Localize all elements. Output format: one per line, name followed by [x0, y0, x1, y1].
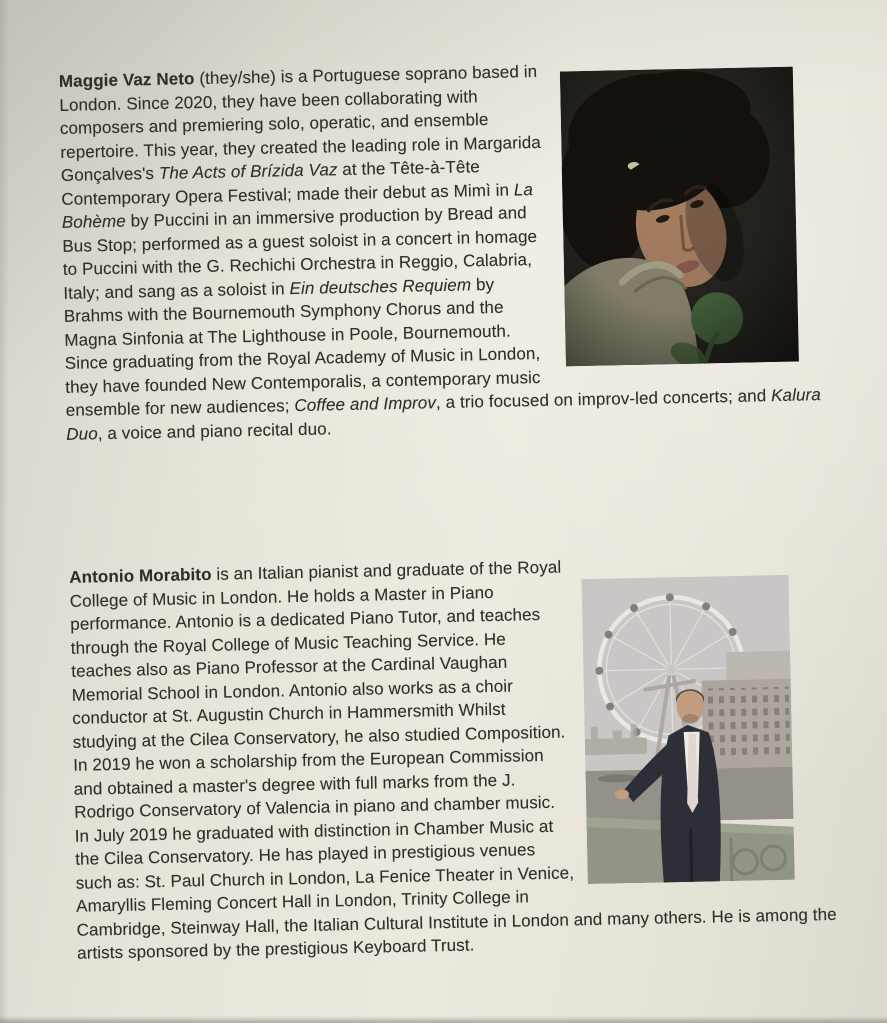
bio-text-segment: , a voice and piano recital duo. — [97, 418, 332, 443]
artist-name: Antonio Morabito — [69, 564, 212, 587]
photo-haze — [581, 575, 794, 884]
bio-section-maggie-vaz-neto — [59, 54, 845, 446]
bio-section-antonio-morabito — [69, 550, 855, 966]
bio-text-segment: by Puccini in an immersive production by Bread and Bus Stop; performed as a guest soloist in a concert in homage to Puccini with the G. Rechichi Orchestra in Reggio, Calabria, Italy; and sang as a soloist in — [62, 203, 538, 303]
bio-text-segment: The Acts of Brízida Vaz — [158, 160, 338, 183]
bio-text-segment: Kalura Duo — [66, 385, 822, 444]
bio-text-segment: by Brahms with the Bournemouth Symphony Chorus and the Magna Sinfonia at The Lighthouse in Poole, Bournemouth. Since graduating from the Royal Academy of Music in London, they have founded New Contemporalis, a contemporary music ensemble for new audiences; — [63, 274, 541, 420]
bio-text-segment: La Bohème — [61, 179, 534, 232]
artist-name: Maggie Vaz Neto — [58, 69, 195, 91]
antonio-morabito-photo — [581, 575, 794, 884]
maggie-portrait-illustration — [560, 67, 799, 367]
bio-text-segment: Coffee and Improv — [294, 393, 437, 416]
antonio-london-eye-illustration — [581, 575, 794, 884]
bio-text-segment: (they/she) is a Portuguese soprano based in London. Since 2020, they have been collaborating with composers and premiering solo, operatic, and ensemble repertoire. This year, they created the leading role in Margarida Gonçalves's — [59, 61, 542, 185]
maggie-vaz-neto-photo — [560, 67, 799, 367]
bio-text-segment: at the Tête-à-Tête Contemporary Opera Festival; made their debut as Mimì in — [61, 157, 515, 209]
bio-text-segment: Ein deutsches Requiem — [289, 274, 472, 298]
bio-text-segment: is an Italian pianist and graduate of the Royal College of Music in London. He holds a Master in Piano performance. Antonio is a dedicated Piano Tutor, and teaches through the Royal College of Music Teaching Service. He teaches also as Piano Professor at the Cardinal Vaughan Memorial School in London. Antonio also works as a choir conductor at St. Augustin Church in Hammersmith Whilst studying at the Cilea Conservatory, he also studied Composition. In 2019 he won a scholarship from the European Commission and obtained a master's degree with full marks from the J. Rodrigo Conservatory of Valencia in piano and chamber music. In July 2019 he graduated with distinction in Chamber Music at the Cilea Conservatory. He has played in prestigious venues such as: St. Paul Church in London, La Fenice Theater in Venice, Amaryllis Fleming Concert Hall in London, Trinity College in Cambridge, Steinway Hall, the Italian Cultural Institute in London and many others. He is among the artists sponsored by the prestigious Keyboard Trust. — [69, 557, 837, 963]
photo-vignette — [560, 67, 799, 367]
bio-text-segment: , a trio focused on improv-led concerts; and — [435, 386, 772, 413]
